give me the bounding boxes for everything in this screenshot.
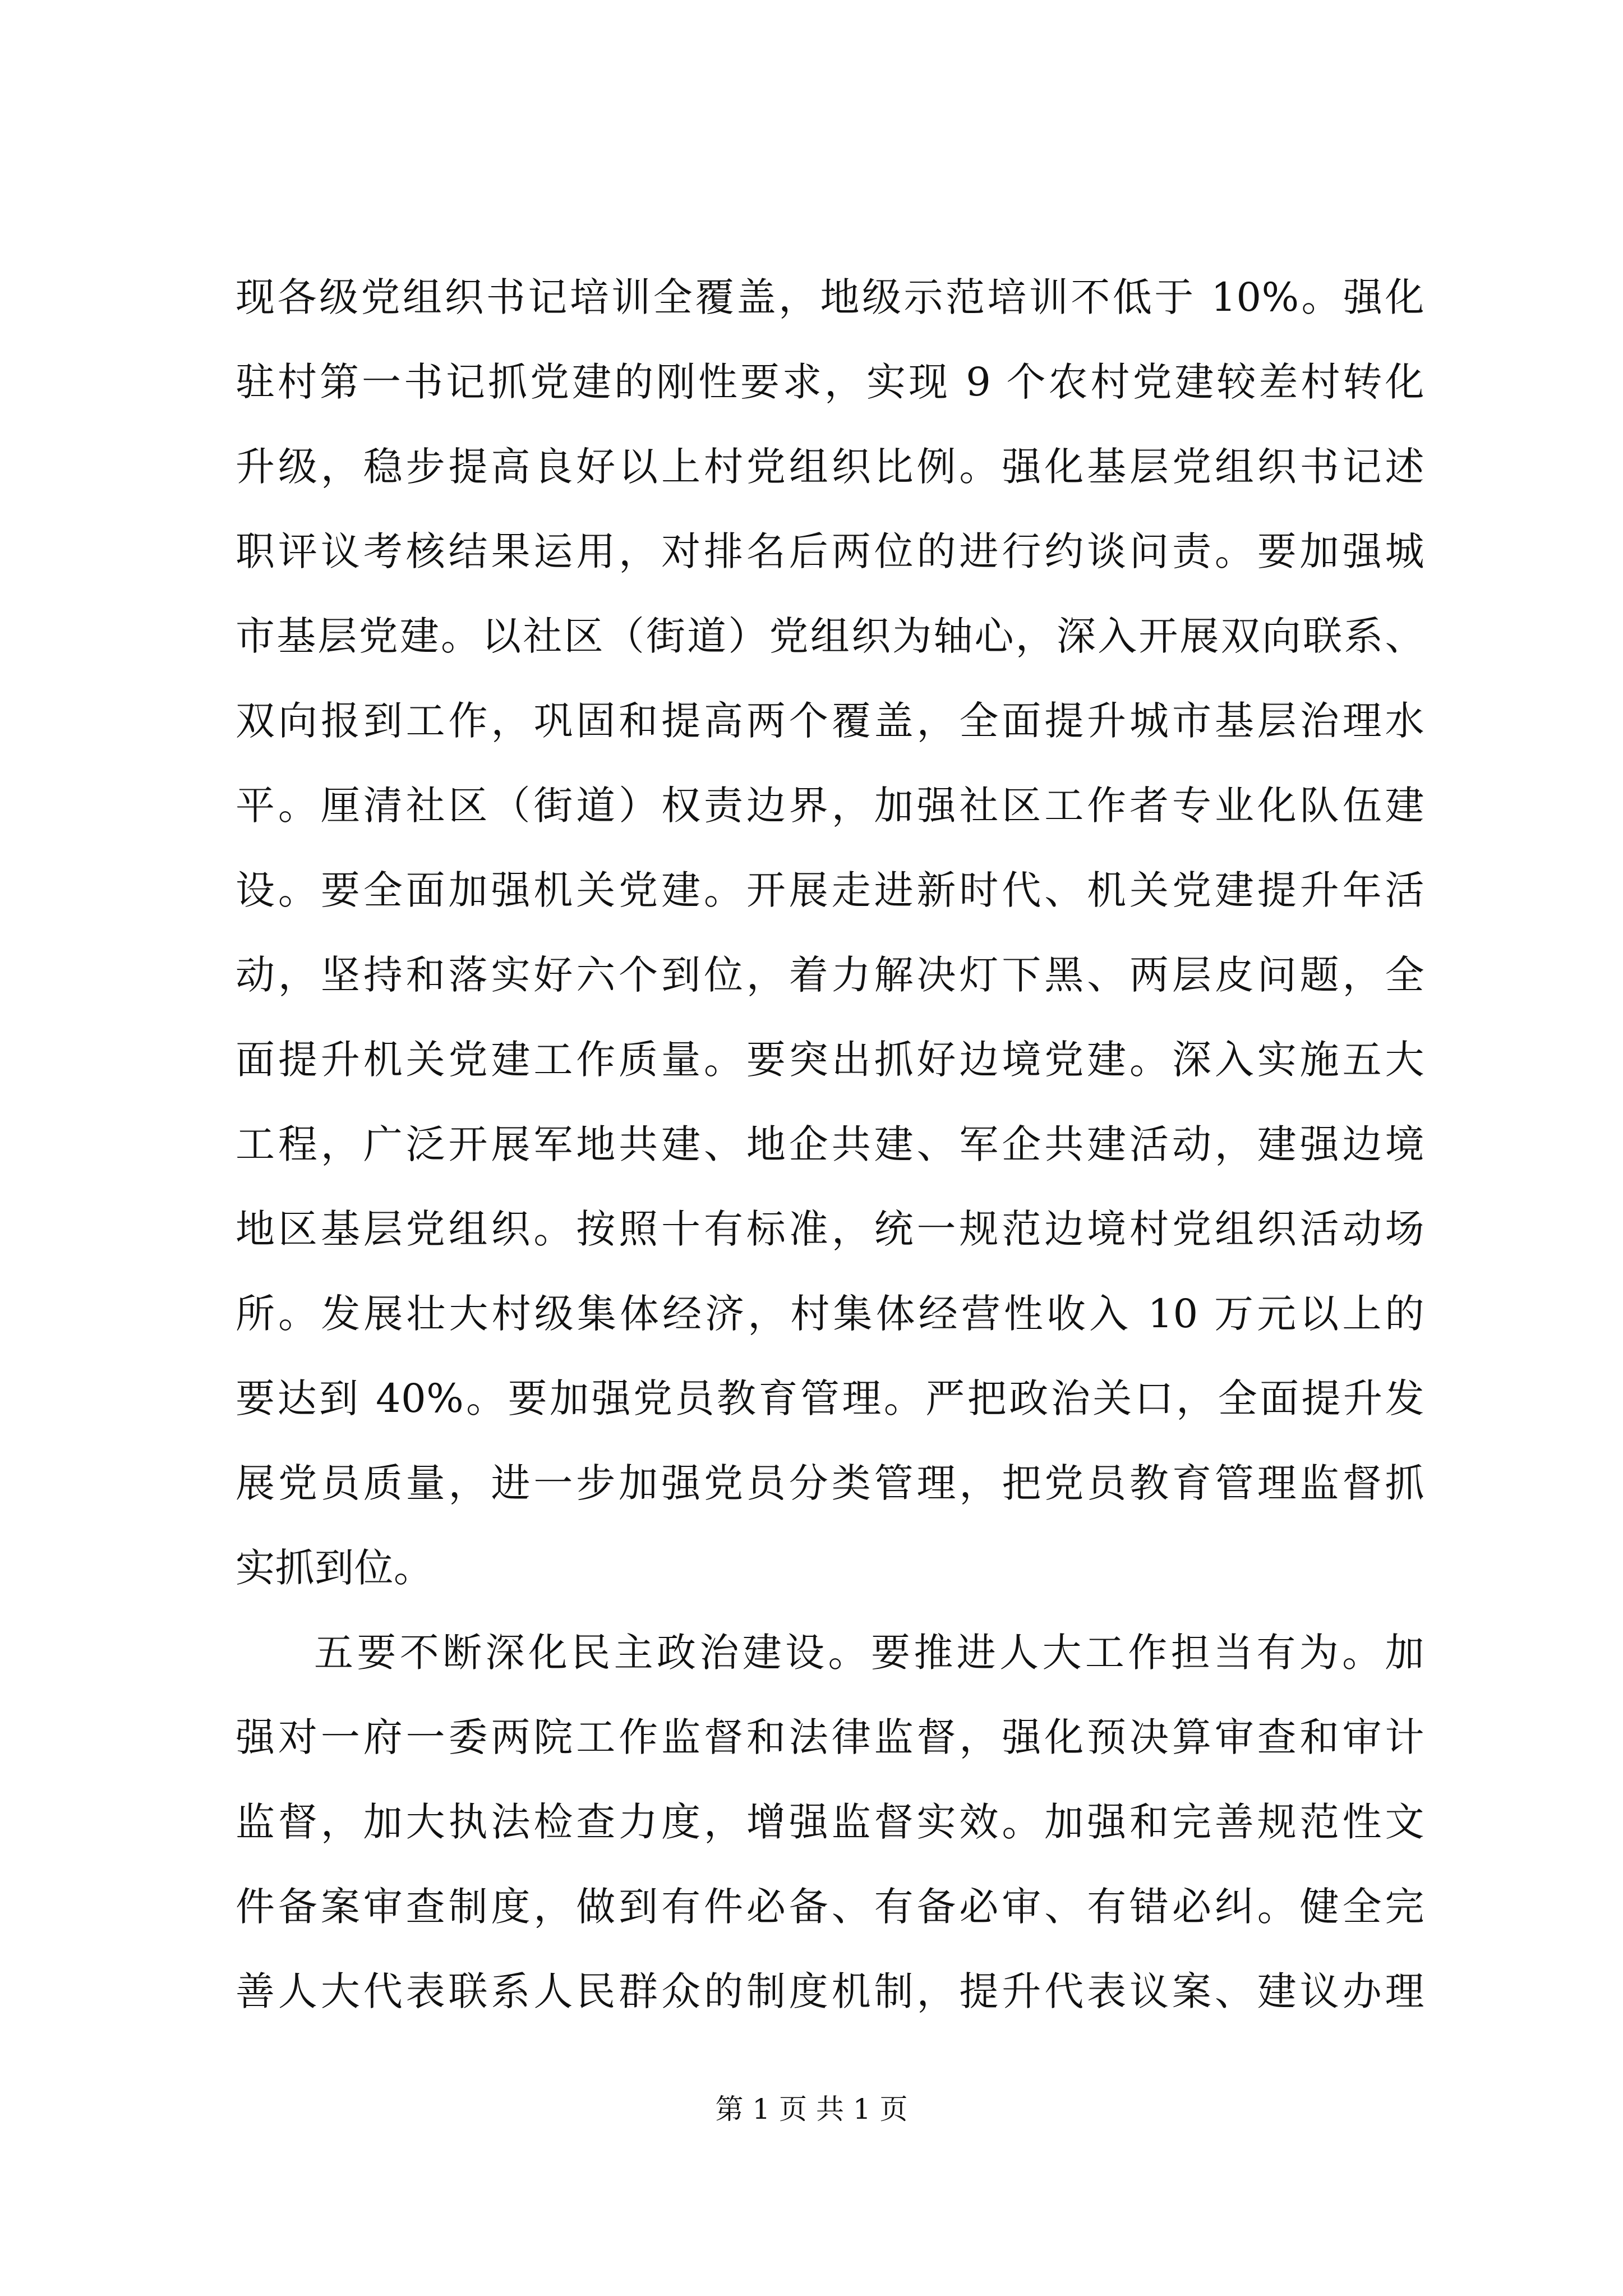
text-line: 平。厘清社区（街道）权责边界，加强社区工作者专业化队伍建	[236, 783, 1424, 829]
document-body	[236, 255, 1424, 2034]
text-line: 现各级党组织书记培训全覆盖，地级示范培训不低于 10%。强化	[236, 274, 1424, 320]
text-line: 实抓到位。	[236, 1545, 434, 1591]
paragraph-2	[236, 1611, 1424, 2034]
paragraph-1	[236, 255, 1424, 1611]
text-line: 善人大代表联系人民群众的制度机制，提升代表议案、建议办理	[236, 1968, 1424, 2014]
text-line: 动，坚持和落实好六个到位，着力解决灯下黑、两层皮问题，全	[236, 952, 1424, 998]
text-line: 双向报到工作，巩固和提高两个覆盖，全面提升城市基层治理水	[236, 698, 1424, 744]
text-line: 设。要全面加强机关党建。开展走进新时代、机关党建提升年活	[236, 867, 1424, 913]
text-line: 要达到 40%。要加强党员教育管理。严把政治关口，全面提升发	[236, 1375, 1424, 1421]
text-line: 强对一府一委两院工作监督和法律监督，强化预决算审查和审计	[236, 1714, 1424, 1760]
text-line: 工程，广泛开展军地共建、地企共建、军企共建活动，建强边境	[236, 1121, 1424, 1167]
page-footer: 第 1 页 共 1 页	[715, 2093, 908, 2125]
text-line: 面提升机关党建工作质量。要突出抓好边境党建。深入实施五大	[236, 1037, 1424, 1083]
text-line: 监督，加大执法检查力度，增强监督实效。加强和完善规范性文	[236, 1799, 1424, 1845]
text-line: 展党员质量，进一步加强党员分类管理，把党员教育管理监督抓	[236, 1460, 1424, 1506]
text-line: 市基层党建。以社区（街道）党组织为轴心，深入开展双向联系、	[236, 613, 1424, 659]
text-line: 所。发展壮大村级集体经济，村集体经营性收入 10 万元以上的	[236, 1291, 1424, 1337]
text-line: 件备案审查制度，做到有件必备、有备必审、有错必纠。健全完	[236, 1884, 1424, 1930]
text-line: 五要不断深化民主政治建设。要推进人大工作担当有为。加	[314, 1630, 1424, 1676]
text-line: 升级，稳步提高良好以上村党组织比例。强化基层党组织书记述	[236, 444, 1424, 490]
text-line: 地区基层党组织。按照十有标准，统一规范边境村党组织活动场	[236, 1206, 1424, 1252]
text-line: 驻村第一书记抓党建的刚性要求，实现 9 个农村党建较差村转化	[236, 359, 1424, 405]
text-line: 职评议考核结果运用，对排名后两位的进行约谈问责。要加强城	[236, 528, 1424, 574]
